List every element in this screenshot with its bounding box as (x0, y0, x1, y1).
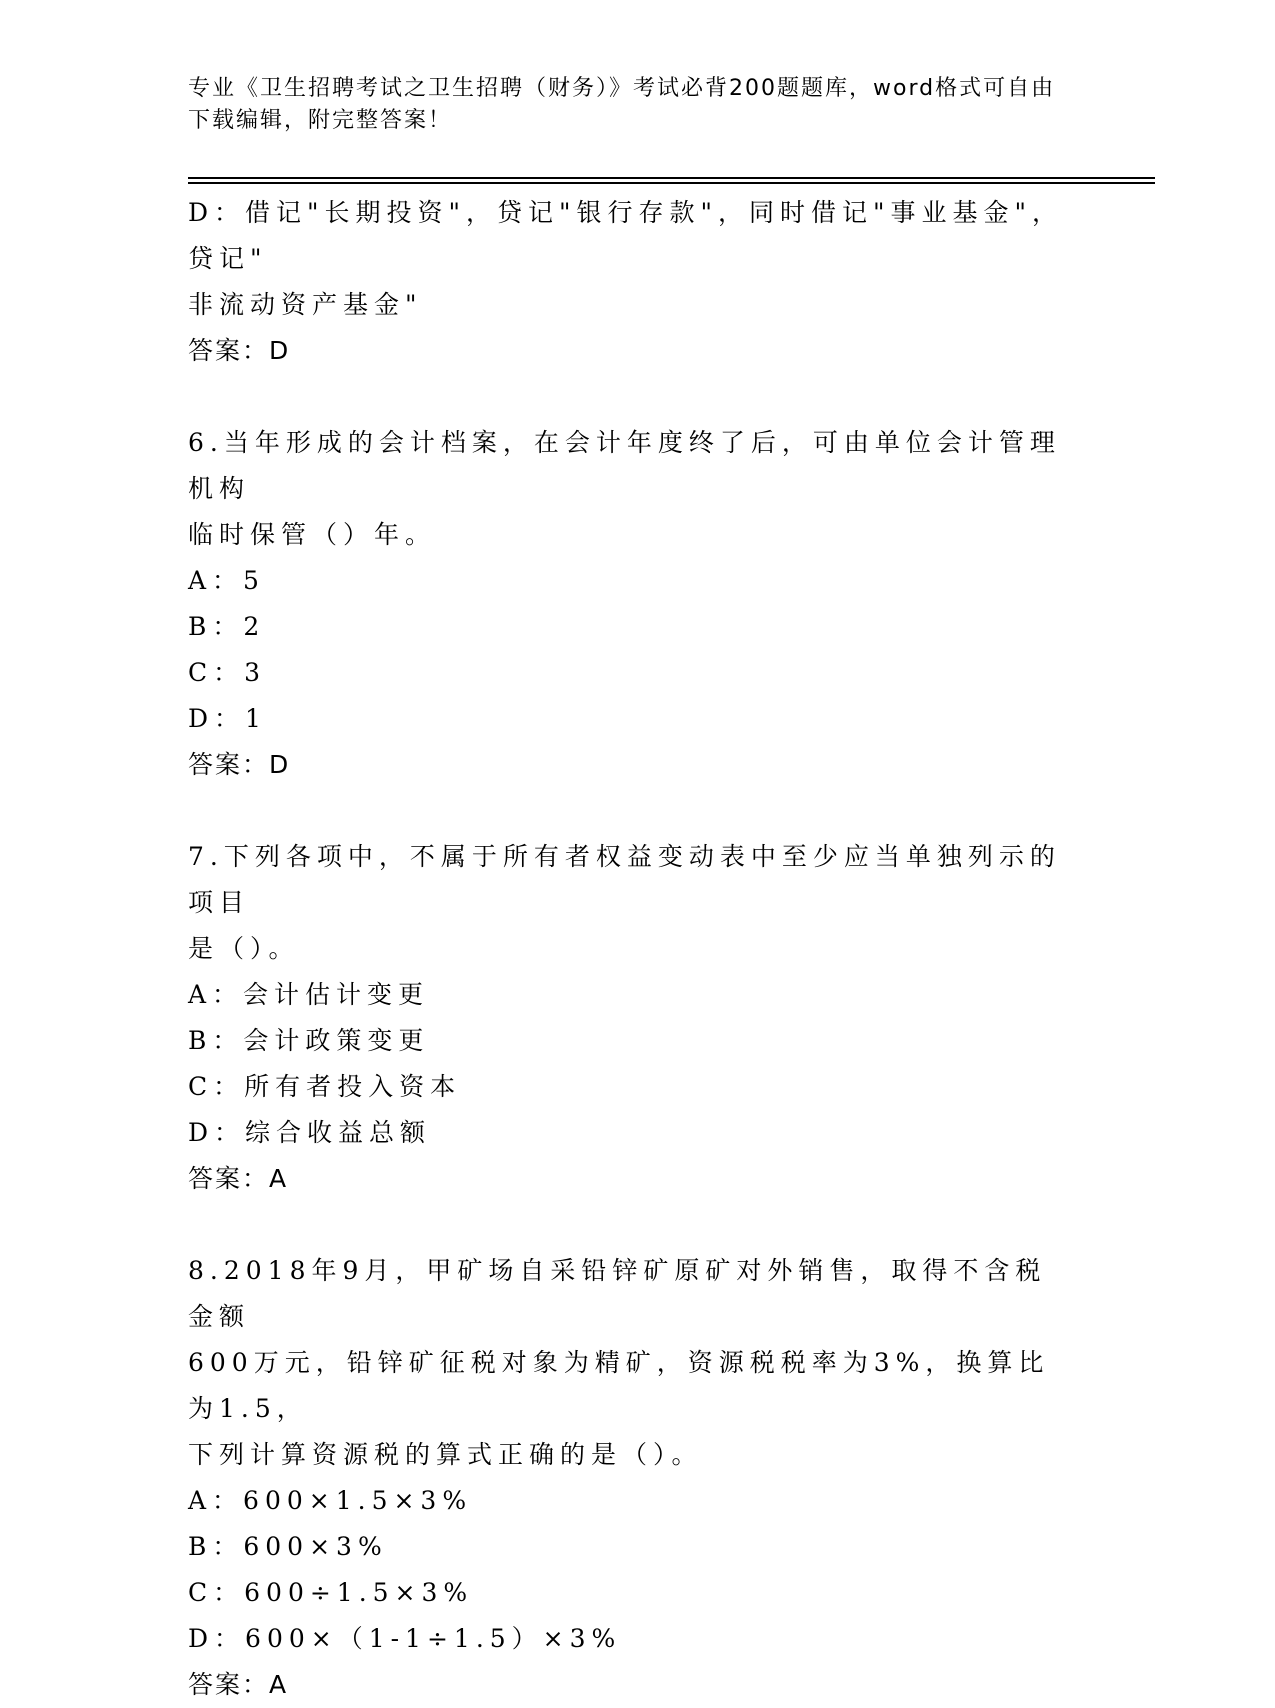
question-stem-continued: 下列计算资源税的算式正确的是（）。 (188, 1440, 703, 1469)
spacer (188, 1202, 1068, 1248)
question-stem: 7.下列各项中，不属于所有者权益变动表中至少应当单独列示的项目 (188, 842, 1061, 917)
option-a: A：会计估计变更 (188, 980, 430, 1009)
header-rule-top (188, 177, 1155, 179)
option-a: A：5 (188, 566, 265, 595)
question-stem: 6.当年形成的会计档案，在会计年度终了后，可由单位会计管理机构 (188, 428, 1061, 503)
header-rule-bottom (188, 182, 1155, 184)
option-b: B：会计政策变更 (188, 1026, 430, 1055)
spacer (188, 374, 1068, 420)
option-a: A：600×1.5×3% (188, 1486, 473, 1515)
question-stem-continued: 600万元，铅锌矿征税对象为精矿，资源税税率为3%，换算比为1.5， (188, 1348, 1050, 1423)
question-stem: 8.2018年9月，甲矿场自采铅锌矿原矿对外销售，取得不含税金额 (188, 1256, 1047, 1331)
question-5-tail (188, 190, 1068, 374)
option-d: D：综合收益总额 (188, 1118, 432, 1147)
document-body (188, 190, 1068, 1708)
option-b: B：600×3% (188, 1532, 388, 1561)
document-header: 专业《卫生招聘考试之卫生招聘（财务）》考试必背200题题库，word格式可自由下载编辑，附完整答案！ (188, 76, 1056, 133)
option-c: C：3 (188, 658, 267, 687)
option-c: C：600÷1.5×3% (188, 1578, 474, 1607)
question-7 (188, 834, 1068, 1202)
answer: 答案：A (188, 1164, 289, 1193)
question-stem-continued: 临时保管（）年。 (188, 520, 437, 549)
option-c: C：所有者投入资本 (188, 1072, 462, 1101)
option-d: D：600×（1-1÷1.5）×3% (188, 1624, 622, 1653)
answer: 答案：D (188, 750, 291, 779)
answer: 答案：A (188, 1670, 289, 1699)
option-d: D：借记"长期投资"，贷记"银行存款"，同时借记"事业基金"，贷记" (188, 198, 1064, 273)
question-8 (188, 1248, 1068, 1708)
spacer (188, 788, 1068, 834)
option-b: B：2 (188, 612, 266, 641)
question-6 (188, 420, 1068, 788)
question-stem-continued: 是（）。 (188, 934, 300, 963)
option-d: D：1 (188, 704, 267, 733)
answer: 答案：D (188, 336, 291, 365)
option-d-continued: 非流动资产基金" (188, 290, 423, 319)
